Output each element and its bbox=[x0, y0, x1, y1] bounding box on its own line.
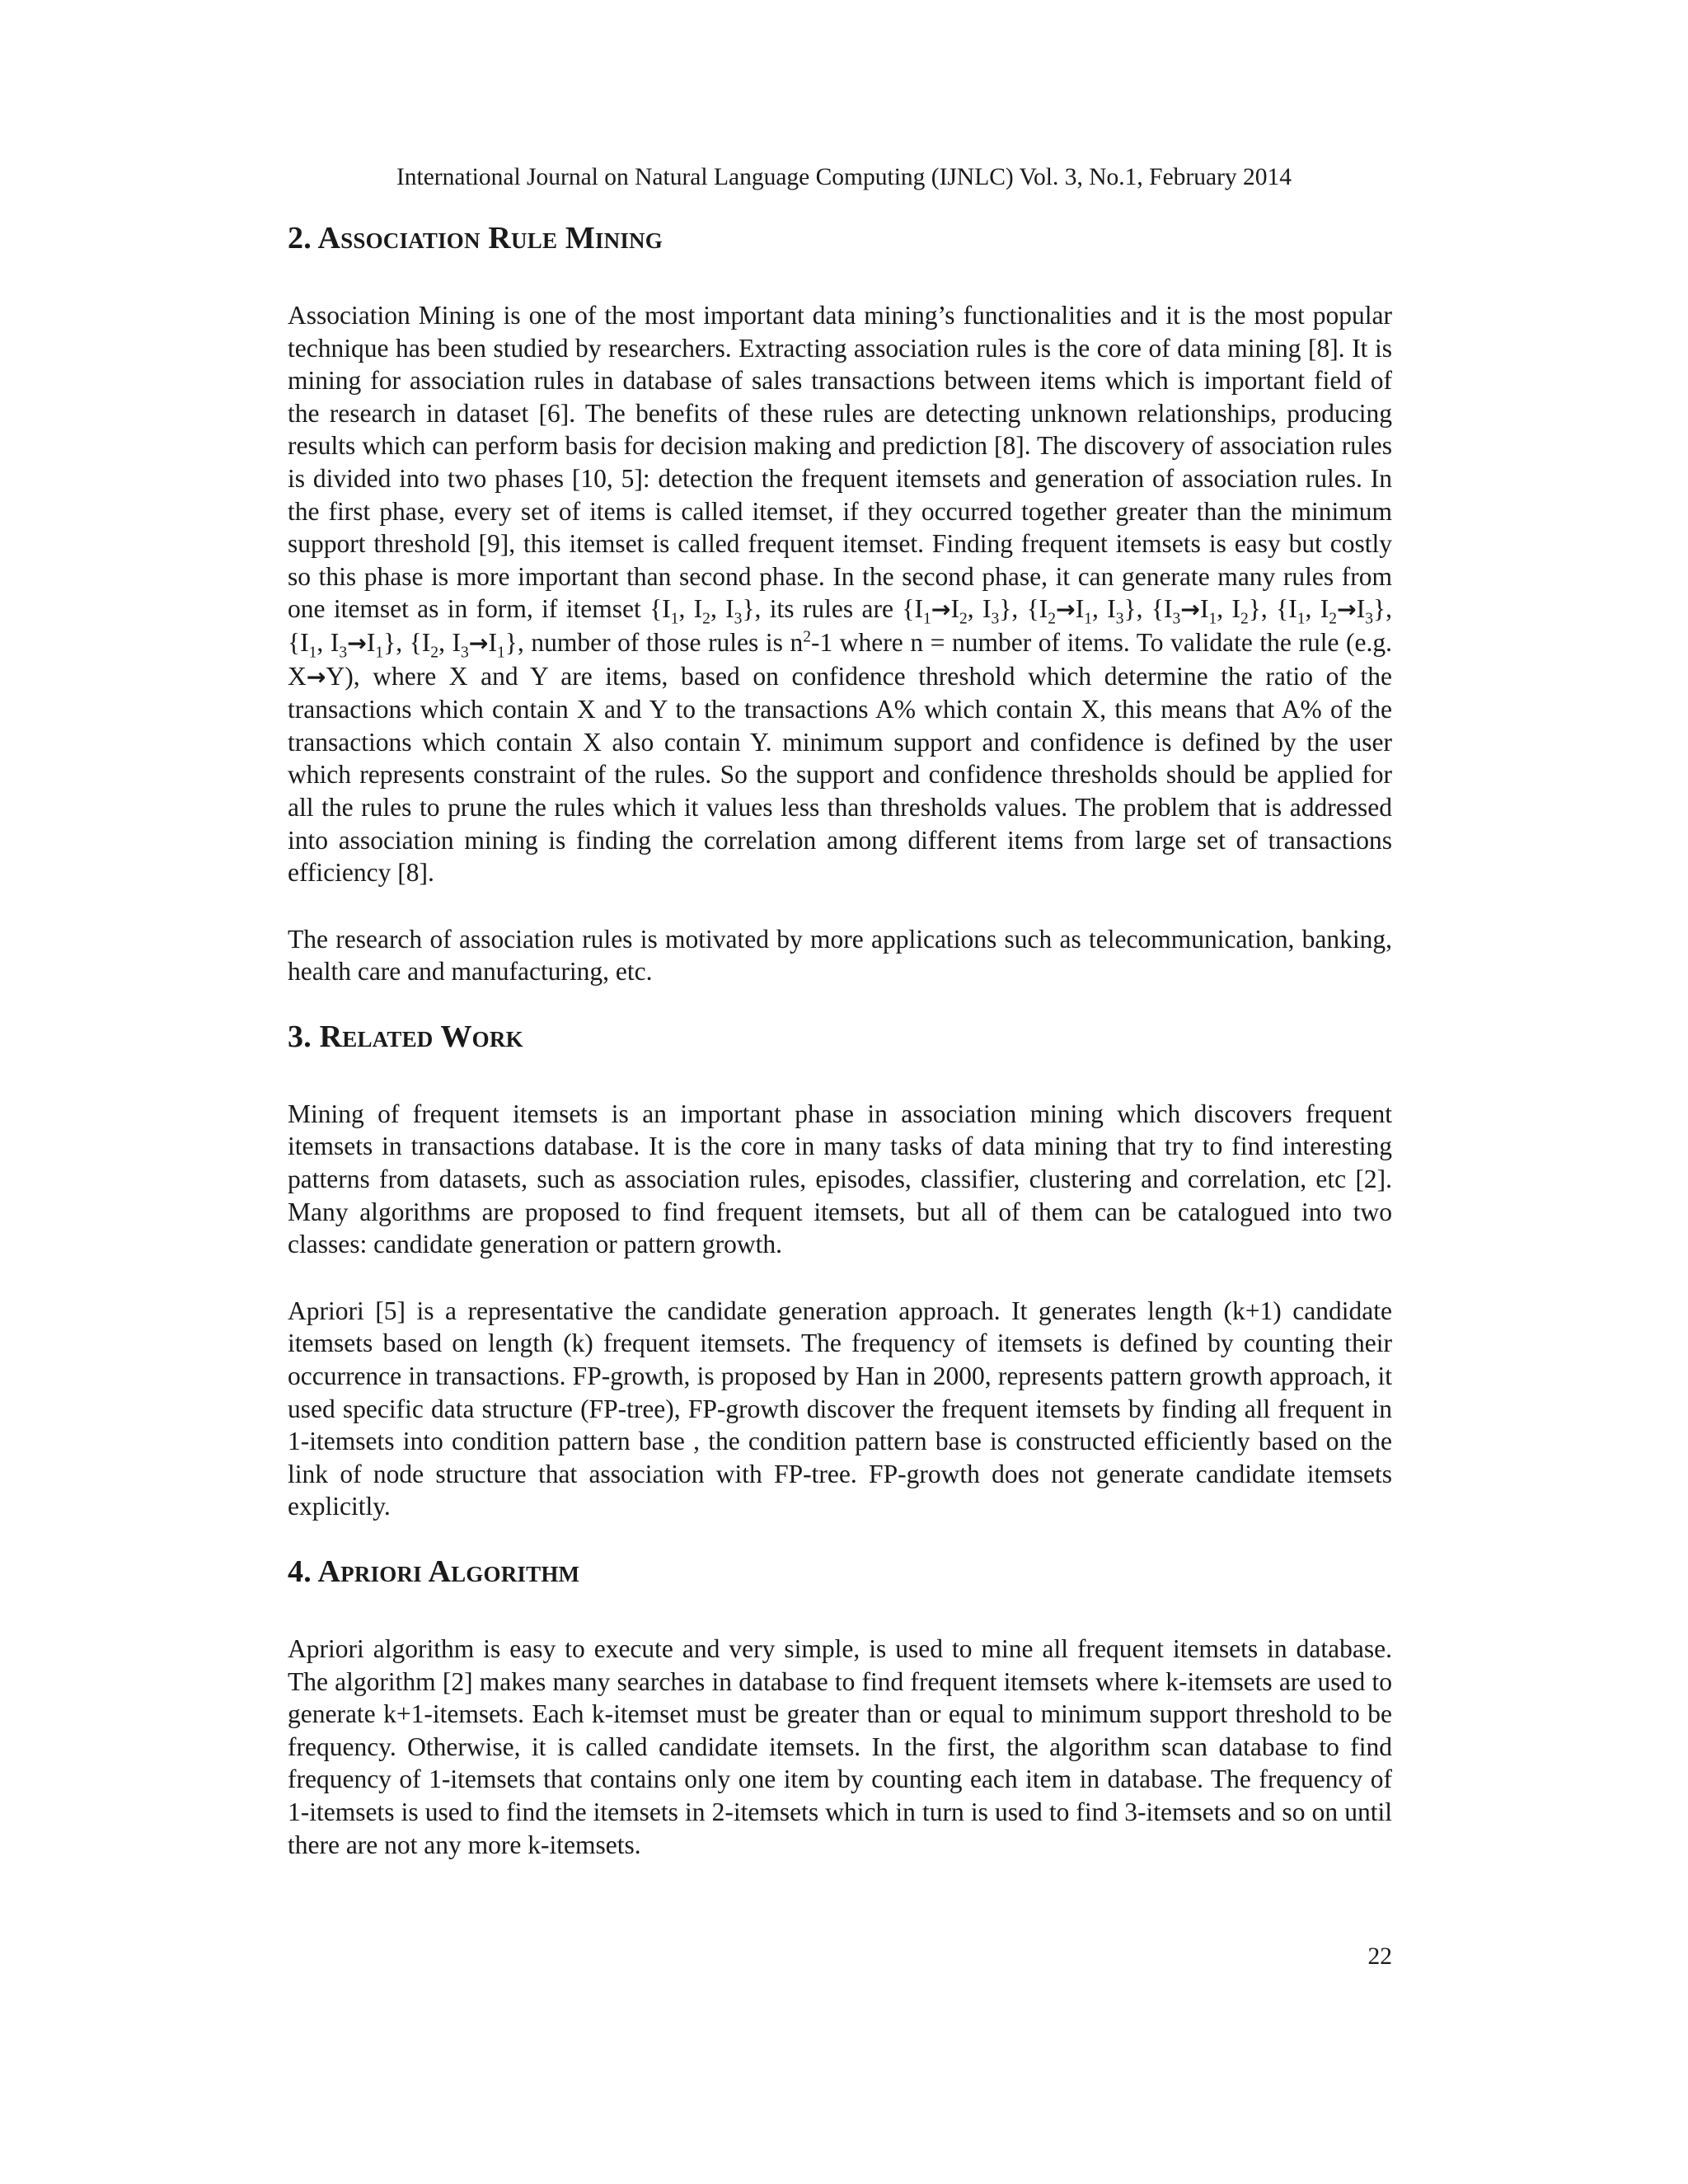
paragraph-text: Y), where X and Y are items, based on confidence threshold which determine the ratio of the transactions which contain X and Y to the transactions A% which contain X, this means that A% of the transactions which contain X also contain Y. minimum support and confidence is defined by the user which represents constraint of the rules. So the support and confidence thresholds should be applied for all the rules to prune the rules which it values less than thresholds values. The problem that is addressed into association mining is finding the correlation among different items from large set of transactions efficiency [8]. bbox=[288, 661, 1392, 888]
right-arrow-icon: → bbox=[1180, 596, 1200, 624]
spacer bbox=[288, 1591, 1392, 1633]
paragraph-text: , number of those rules is n bbox=[517, 627, 804, 657]
paragraph-apriori-fp-growth: Apriori [5] is a representative the candidate generation approach. It generates length (k+1) candidate itemsets based on length (k) frequent itemsets. The frequency of itemsets is defined by counting their occurrence in transactions. FP-growth, is proposed by Han in 2000, represents pattern growth approach, it used specific data structure (FP-tree), FP-growth discover the frequent itemsets by finding all frequent in 1-itemsets into condition pattern base , the condition pattern base is constructed efficiently based on the link of node structure that association with FP-tree. FP-growth does not generate candidate itemsets explicitly. bbox=[288, 1296, 1392, 1521]
page-number: 22 bbox=[1367, 1943, 1392, 1970]
spacer bbox=[288, 257, 1392, 299]
spacer bbox=[288, 1056, 1392, 1098]
right-arrow-icon: → bbox=[1336, 596, 1357, 624]
running-header: International Journal on Natural Language Computing (IJNLC) Vol. 3, No.1, February 2014 bbox=[396, 164, 1292, 190]
right-arrow-icon: → bbox=[931, 596, 951, 624]
spacer bbox=[288, 1261, 1392, 1295]
right-arrow-icon: → bbox=[468, 629, 489, 657]
right-arrow-icon: → bbox=[1055, 596, 1076, 624]
right-arrow-icon: → bbox=[347, 629, 367, 657]
section-heading-association-rule-mining: 2. Association Rule Mining bbox=[288, 221, 663, 255]
spacer bbox=[288, 988, 1392, 1018]
paragraph-frequent-itemsets: Mining of frequent itemsets is an important phase in association mining which discovers frequent itemsets in transactions database. It is the core in many tasks of data mining that try to find interesting patterns from datasets, such as association rules, episodes, classifier, clustering and correlation, etc [2]. Many algorithms are proposed to find frequent itemsets, but all of them can be catalogued into two classes: candidate generation or pattern growth. bbox=[288, 1099, 1392, 1259]
right-arrow-icon: → bbox=[306, 663, 326, 691]
section-heading-apriori-algorithm: 4. Apriori Algorithm bbox=[288, 1554, 580, 1589]
spacer bbox=[288, 889, 1392, 923]
section-heading-related-work: 3. Related Work bbox=[288, 1019, 523, 1054]
paragraph-applications: The research of association rules is motivated by more applications such as telecommunication, banking, health care and manufacturing, etc. bbox=[288, 924, 1392, 987]
paragraph-association-mining: Association Mining is one of the most important data mining’s functionalities and it is the most popular technique has been studied by researchers. Extracting association rules is the core of data mining [8]. It is mining for association rules in database of sales transactions between items which is important field of the research in dataset [6]. The benefits of these rules are detecting unknown relationships, producing results which can perform basis for decision making and prediction [8]. The discovery of association rules is divided into two phases [10, 5]: detection the frequent itemsets and generation of association rules. In the first phase, every set of items is called itemset, if they occurred together greater than the minimum support threshold [9], this itemset is called frequent itemset. Finding frequent itemsets is easy but costly so this phase is more important than second phase. In the second phase, it can generate many rules from one itemset as in form, if itemset {$I_1$, $I_2$, $I_3$}, its rules are {$I_1\to I_2$, $I_3$}, {$I_2\to I_1$, $I_3$}, {$I_3\to I_1$, $I_2$}, {$I_1$, $I_2\to I_3$}, {$I_1$, $I_3\to I_1$}, {$I_2$, $I_3\to I_1$}, number of those rules is $n^2-1$ where n = number of items. To validate the rule (e.g. X→Y), where X and Y are items, based on confidence threshold which determine the ratio of the transactions which contain X and Y to the transactions A% which contain X, this means that A% of the transactions which contain X also contain Y. minimum support and confidence is defined by the user which represents constraint of the rules. So the support and confidence thresholds should be applied for all the rules to prune the rules which it values less than thresholds values. The problem that is addressed into association mining is finding the correlation among different items from large set of transactions efficiency [8]. bbox=[288, 301, 1392, 888]
superscript: 2 bbox=[803, 628, 811, 646]
paragraph-text: -1 where n = number of items. To validate the rule (e.g. X bbox=[288, 627, 1392, 691]
paragraph-text: Association Mining is one of the most important data mining’s functionalities and it is the most popular technique has been studied by researchers. Extracting association rules is the core of data mining [8]. It is mining for association rules in database of sales transactions between items which is important field of the research in dataset [6]. The benefits of these rules are detecting unknown relationships, producing results which can perform basis for decision making and prediction [8]. The discovery of association rules is divided into two phases [10, 5]: detection the frequent itemsets and generation of association rules. In the first phase, every set of items is called itemset, if they occurred together greater than the minimum support threshold [9], this itemset is called frequent itemset. Finding frequent itemsets is easy but costly so this phase is more important than second phase. In the second phase, it can generate many rules from one itemset as in form, if itemset bbox=[288, 301, 1392, 624]
spacer bbox=[288, 1523, 1392, 1553]
paragraph-apriori-description: Apriori algorithm is easy to execute and very simple, is used to mine all frequent itemsets in database. The algorithm [2] makes many searches in database to find frequent itemsets where k-itemsets are used to generate k+1-itemsets. Each k-itemset must be greater than or equal to minimum support threshold to be frequency. Otherwise, it is called candidate itemsets. In the first, the algorithm scan database to find frequency of 1-itemsets that contains only one item by counting each item in database. The frequency of 1-itemsets is used to find the itemsets in 2-itemsets which in turn is used to find 3-itemsets and so on until there are not any more k-itemsets. bbox=[288, 1634, 1392, 1859]
page-body bbox=[288, 219, 1392, 1861]
